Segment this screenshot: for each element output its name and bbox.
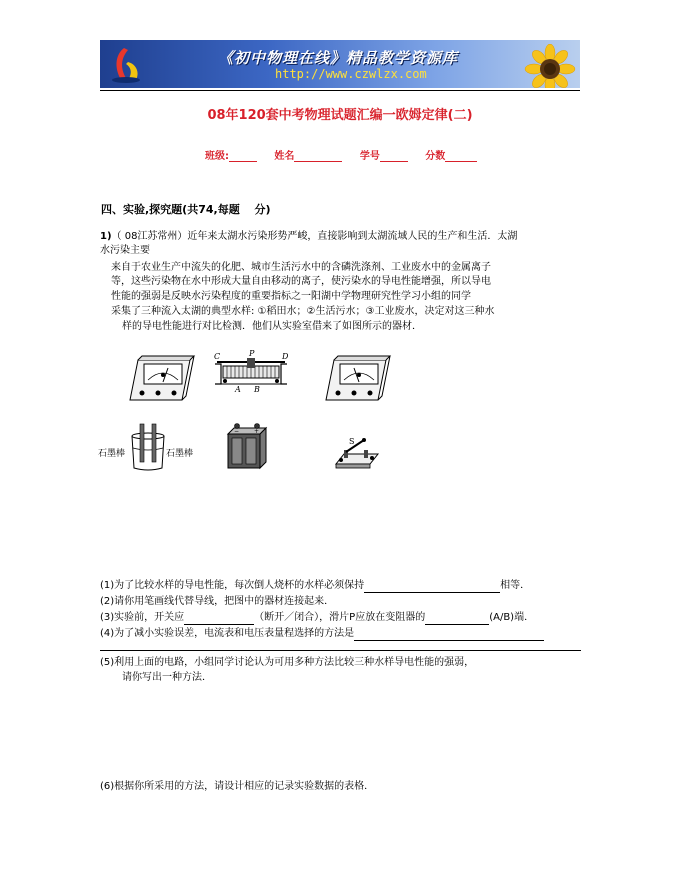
question-intro-line-2: 水污染主要	[100, 245, 150, 256]
svg-text:−: −	[234, 428, 240, 435]
question-part-4: (4)为了减小实验误差，电流表和电压表量程选择的方法是	[100, 627, 544, 641]
beaker-figure	[126, 422, 170, 472]
svg-text:+: +	[254, 428, 260, 435]
question-intro-line-6: 采集了三种流入太湖的典型水样: ①稻田水；②生活污水；③工业废水，决定对这三种水	[111, 306, 495, 317]
question-part-6: (6)根据你所采用的方法，请设计相应的记录实验数据的表格．	[100, 781, 375, 792]
voltmeter-figure	[320, 354, 392, 404]
rheostat-label-c: C	[214, 352, 221, 361]
banner-url: http://www.czwlzx.com	[275, 67, 427, 81]
answer-line-4[interactable]	[100, 650, 581, 651]
score-blank[interactable]	[445, 150, 477, 162]
question-number: 1)	[100, 231, 112, 242]
switch-figure	[334, 432, 380, 470]
rheostat-figure	[211, 350, 291, 398]
header-banner	[100, 40, 580, 88]
question-part-2: (2)请你用笔画线代替导线，把图中的器材连接起来．	[100, 596, 335, 607]
graphite-label-right: 石墨棒	[166, 449, 194, 459]
score-label: 分数	[425, 151, 446, 162]
banner-title: 《初中物理在线》精品教学资源库	[218, 49, 459, 67]
answer-blank-4[interactable]	[354, 629, 544, 641]
document-title: 08年120套中考物理试题汇编一欧姆定律(二)	[207, 108, 473, 123]
question-intro-line-1: 1)（ 08江苏常州）近年来太湖水污染形势严峻，直接影响到太湖流域人民的生产和生活．太湖	[100, 231, 518, 242]
rheostat-label-d: D	[282, 352, 289, 361]
question-part-1: (1)为了比较水样的导电性能，每次倒人烧杯的水样必须保持 相等．	[100, 580, 531, 591]
question-part-5: (5)利用上面的电路，小组同学讨论认为可用多种方法比较三种水样导电性能的强弱，	[100, 657, 475, 668]
name-blank[interactable]	[294, 150, 342, 162]
question-part-3: (3)实验前，开关应 （断开／闭合），滑片P应放在变阻器的 (A/B)端．	[100, 612, 535, 623]
battery-figure	[224, 422, 270, 470]
header-rule	[100, 90, 580, 91]
question-intro-line-4: 等，这些污染物在水中形成大量自由移动的离子，使污染水的导电性能增强，所以导电	[111, 276, 491, 287]
sunflower-icon	[522, 44, 578, 88]
rheostat-label-a: A	[235, 385, 241, 394]
rheostat-label-b: B	[254, 385, 260, 394]
name-label: 姓名	[274, 151, 295, 162]
rheostat-label-p: P	[249, 350, 255, 358]
number-label: 学号	[359, 151, 380, 162]
question-intro-line-7: 样的导电性能进行对比检测．他们从实验室借来了如图所示的器材．	[122, 321, 422, 332]
number-blank[interactable]	[380, 150, 408, 162]
class-label: 班级:	[205, 151, 229, 162]
question-intro-line-3: 来自于农业生产中流失的化肥、城市生活污水中的含磷洗涤剂、工业废水中的金属离子	[111, 262, 491, 273]
student-info-line	[205, 147, 477, 162]
graphite-label-left: 石墨棒	[98, 449, 126, 459]
switch-label-s: S	[349, 437, 355, 446]
question-part-5-line-2: 请你写出一种方法．	[122, 672, 212, 683]
answer-blank-3a[interactable]	[184, 613, 254, 625]
logo-icon	[106, 44, 146, 84]
answer-blank-1[interactable]	[364, 581, 500, 593]
answer-blank-3b[interactable]	[425, 613, 489, 625]
section-heading: 四、实验,探究题(共74,每题 分)	[101, 203, 271, 216]
class-blank[interactable]	[229, 150, 257, 162]
question-intro-line-5: 性能的强弱是反映水污染程度的重要指标之一阳湖中学物理研究性学习小组的同学	[111, 291, 471, 302]
ammeter-figure	[124, 354, 196, 404]
